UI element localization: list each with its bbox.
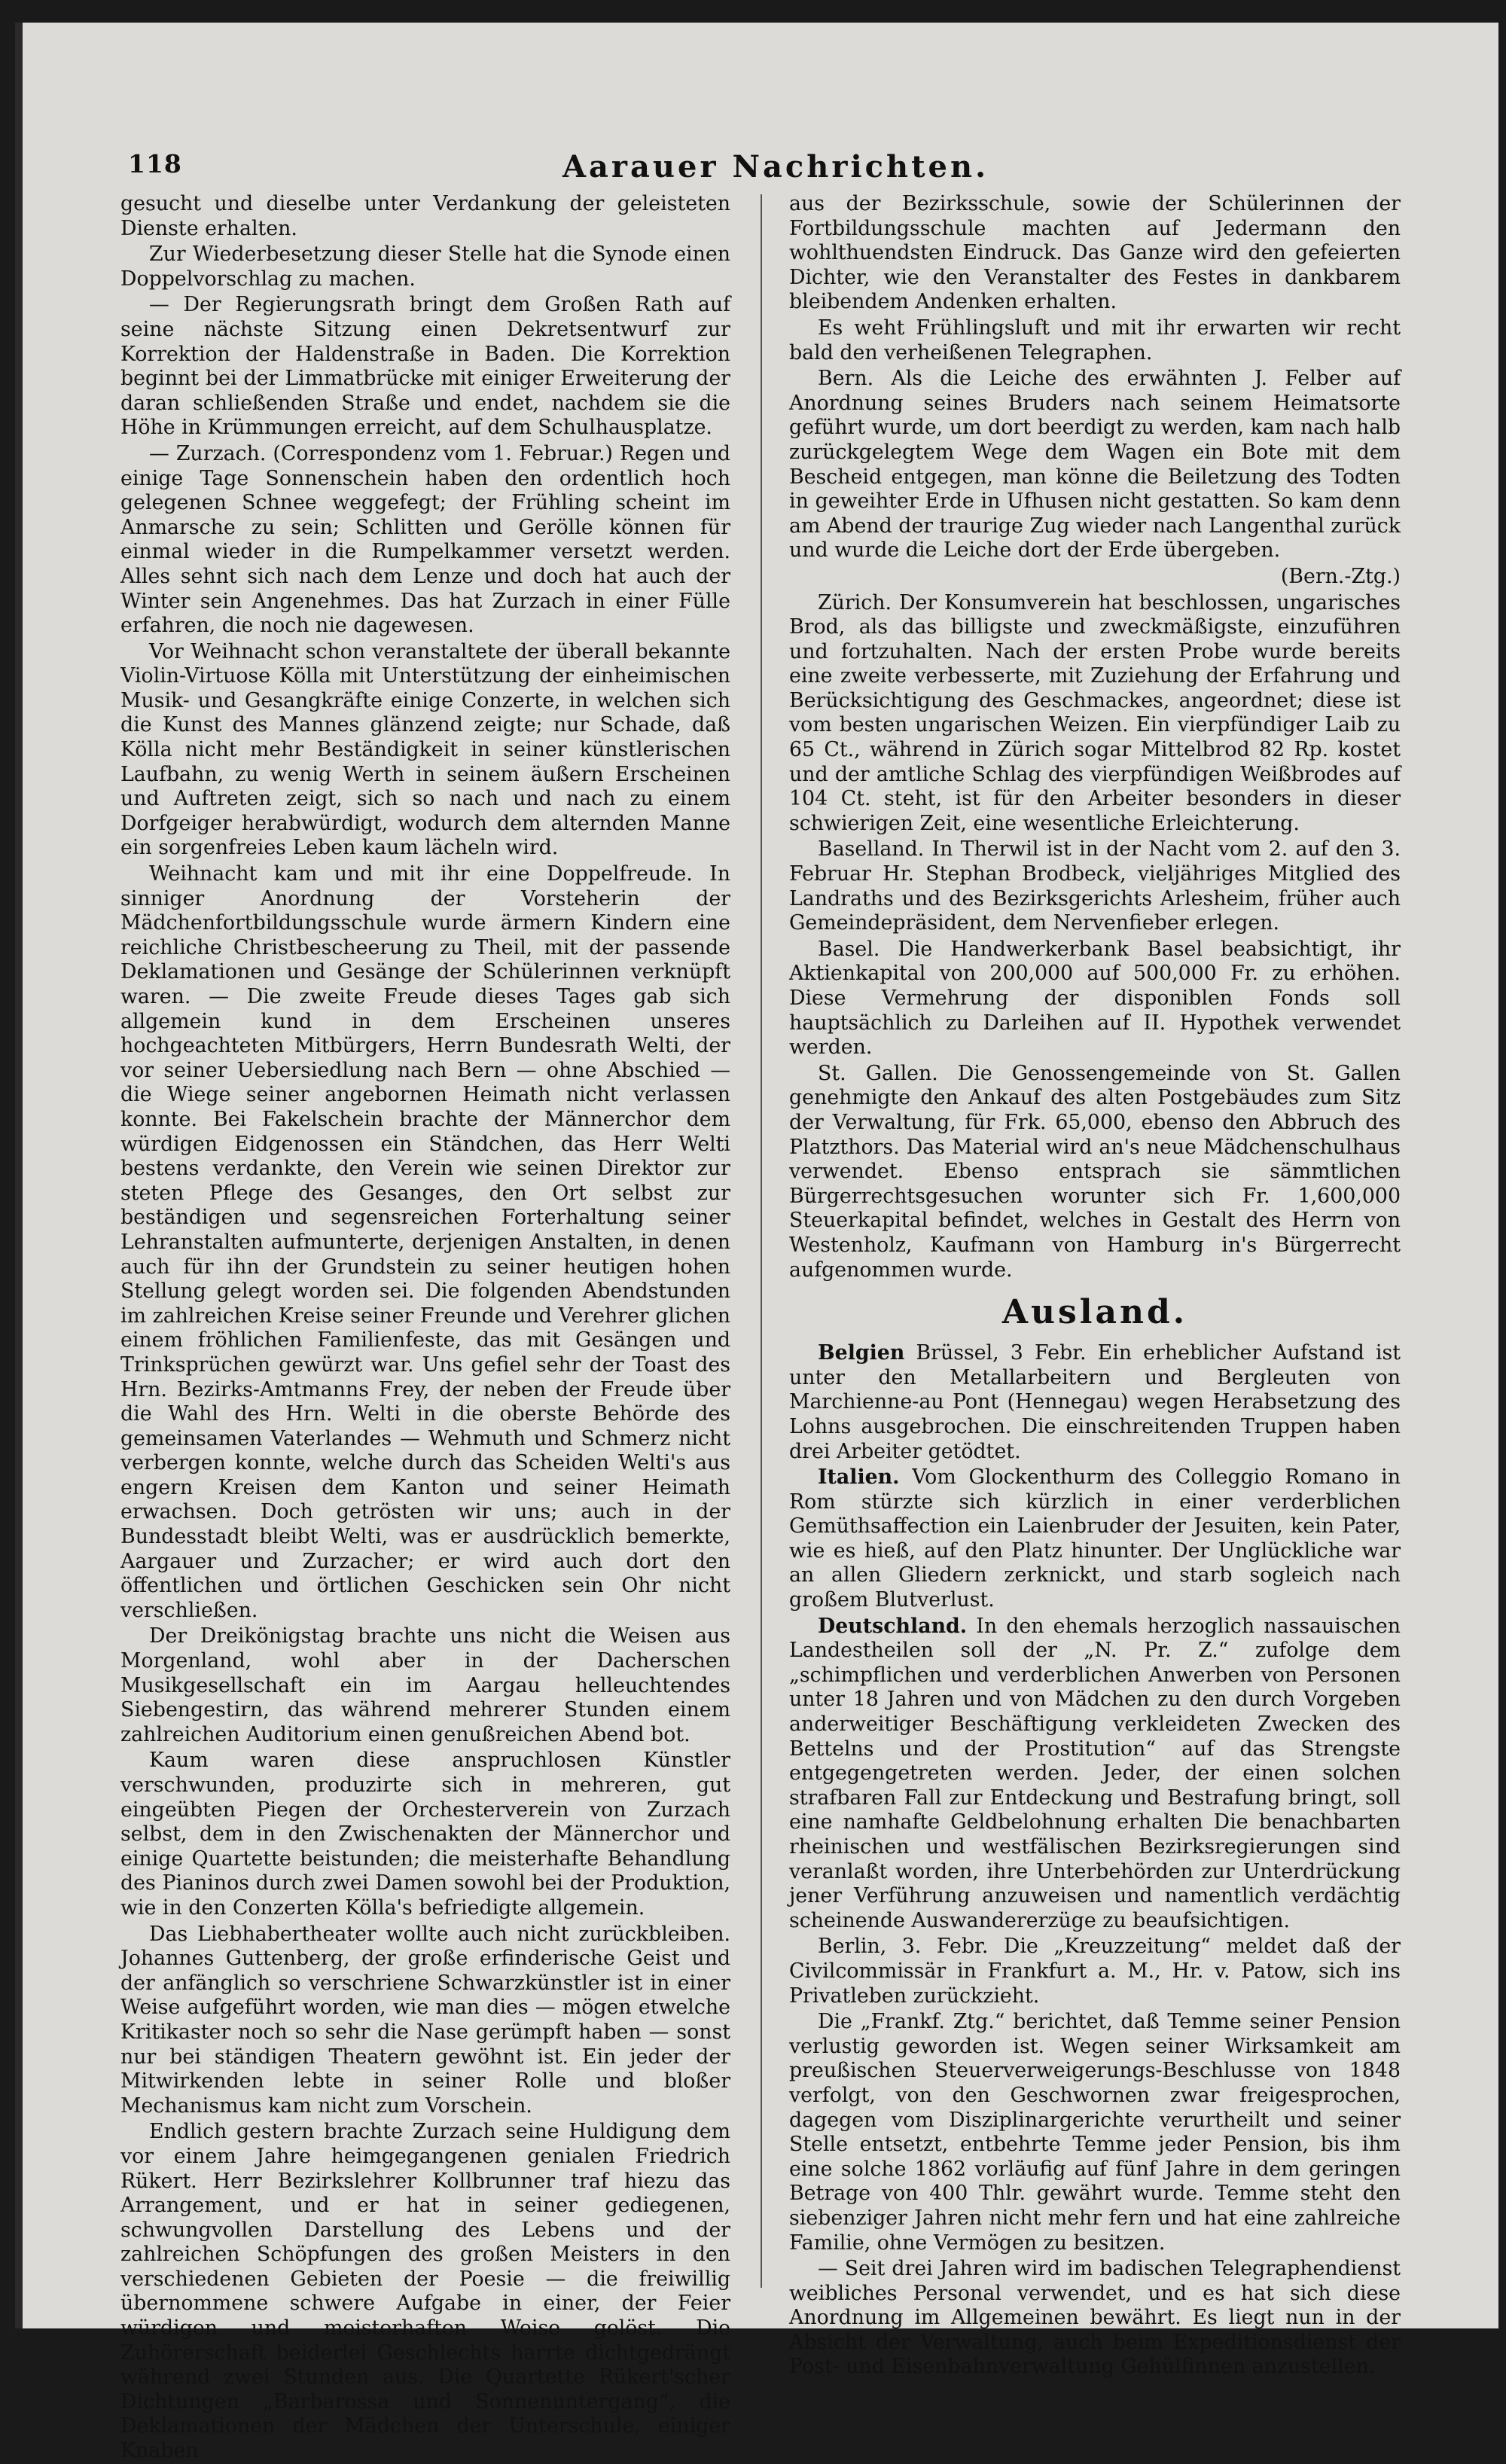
article-paragraph: Endlich gestern brachte Zurzach seine Huldigung dem vor einem Jahre heimgegangenen genialen Friedrich Rükert. Herr Bezirkslehrer Kollbrunner traf hiezu das Arrangement, und er hat in seiner gediegenen, schwungvollen Darstellung des Lebens und der zahlreichen Schöpfungen des großen Meisters in den verschiedenen Gebieten der Poesie — die freiwillig übernommene schwere Aufgabe in einer, der Feier würdigen und meisterhaften Weise gelöst. Die Zuhörerschaft beiderlei Geschlechts harrte dichtgedrängt während zwei Stunden aus. Die Quartette Rükert'scher Dichtungen „Barbarossa und Sonnenuntergang“, die Deklamationen der Mädchen der Unterschule, einiger Knaben bbox=[120, 2120, 730, 2463]
column-divider bbox=[761, 194, 762, 2288]
article-paragraph: Zürich. Der Konsumverein hat beschlossen, ungarisches Brod, als das billigste und zweckmäßigste, einzuführen und fortzuhalten. Nach der ersten Probe wurde bereits eine zweite verbesserte, mit Zuziehung der Erfahrung und Berücksichtigung des Geschmackes, angeordnet; diese ist vom besten ungarischen Weizen. Ein vierpfündiger Laib zu 65 Ct., während in Zürich sogar Mittelbrod 82 Rp. kostet und der amtliche Schlag des vierpfündigen Weißbrodes auf 104 Ct. steht, ist für den Arbeiter besonders in dieser schwierigen Zeit, eine wesentliche Erleichterung. bbox=[789, 590, 1401, 835]
article-paragraph: Basel. Die Handwerkerbank Basel beabsichtigt, ihr Aktienkapital von 200,000 auf 500,000 Fr. zu erhöhen. Diese Vermehrung der disponiblen Fonds soll hauptsächlich zu Darleihen auf II. Hypothek verwendet werden. bbox=[789, 937, 1401, 1060]
news-text: Brüssel, 3 Febr. Ein erheblicher Aufstand ist unter den Metallarbeitern und Bergleuten von Marchienne-au Pont (Hennegau) wegen Herabsetzung des Lohns ausgebrochen. Die einschreitenden Truppen haben drei Arbeiter getödtet. bbox=[789, 1341, 1401, 1463]
article-paragraph: Baselland. In Therwil ist in der Nacht vom 2. auf den 3. Februar Hr. Stephan Brodbeck, vieljähriges Mitglied des Landraths und des Bezirksgerichts Arlesheim, früher auch Gemeindepräsident, dem Nervenfieber erlegen. bbox=[789, 837, 1401, 935]
section-heading-ausland: Ausland. bbox=[1001, 1293, 1188, 1332]
news-text: In den ehemals herzoglich nassauischen Landestheilen soll der „N. Pr. Z.“ zufolge dem „schimpflichen und verderblichen Anwerben von Personen unter 18 Jahren und von Mädchen zu den durch Vorgeben anderweitiger Beschäftigung verkleideten Zwecken des Bettelns und der Prostitution“ auf das Strengste entgegengetreten werden. Jeder, der einen solchen strafbaren Fall zur Entdeckung und Bestrafung bringt, soll eine namhafte Geldbelohnung erhalten Die benachbarten rheinischen und westfälischen Bezirksregierungen sind veranlaßt worden, ihre Unterbehörden zur Unterdrückung jener Verführung anzuweisen und namentlich verdächtig scheinende Auswandererzüge zu beaufsichtigen. bbox=[789, 1614, 1401, 1932]
country-label: Italien. bbox=[818, 1465, 900, 1490]
article-paragraph: Das Liebhabertheater wollte auch nicht zurückbleiben. Johannes Guttenberg, der große erfinderische Geist und der anfänglich so verschriene Schwarzkünstler ist in einer Weise aufgeführt worden, wie man dies — mögen etwelche Kritikaster noch so sehr die Nase gerümpft haben — sonst nur bei ständigen Theatern gewöhnt ist. Ein jeder der Mitwirkenden lebte in seiner Rolle und bloßer Mechanismus kam nicht zum Vorschein. bbox=[120, 1922, 730, 2118]
article-paragraph: Berlin, 3. Febr. Die „Kreuzzeitung“ meldet daß der Civilcommissär in Frankfurt a. M., Hr. v. Patow, sich ins Privatleben zurückzieht. bbox=[789, 1935, 1401, 2008]
article-paragraph: — Zurzach. (Correspondenz vom 1. Februar.) Regen und einige Tage Sonnenschein haben den ordentlich hoch gelegenen Schnee weggefegt; der Frühling scheint im Anmarsche zu sein; Schlitten und Gerölle können für einmal wieder in die Rumpelkammer versetzt werden. Alles sehnt sich nach dem Lenze und doch hat auch der Winter sein Angenehmes. Das hat Zurzach in einer Fülle erfahren, die noch nie dagewesen. bbox=[120, 441, 730, 638]
right-column bbox=[789, 192, 1401, 2379]
news-item-italy bbox=[789, 1465, 1401, 1613]
source-attribution: (Bern.-Ztg.) bbox=[1280, 564, 1401, 588]
article-paragraph: — Seit drei Jahren wird im badischen Telegraphendienst weibliches Personal verwendet, und es hat sich diese Anordnung im Allgemeinen bewährt. Es liegt nun in der Absicht der Verwaltung, auch beim Expeditionsdienst der Post- und Eisenbahnverwaltung Gehülfinnen anzustellen. bbox=[789, 2257, 1401, 2379]
article-paragraph: — Der Regierungsrath bringt dem Großen Rath auf seine nächste Sitzung einen Dekretsentwurf zur Korrektion der Haldenstraße in Baden. Die Korrektion beginnt bei der Limmatbrücke mit einiger Erweiterung der daran schließenden Straße und endet, nachdem sie die Höhe in Krümmungen erreicht, auf dem Schulhausplatze. bbox=[120, 293, 730, 440]
article-paragraph: Weihnacht kam und mit ihr eine Doppelfreude. In sinniger Anordnung der Vorsteherin der Mädchenfortbildungsschule wurde ärmern Kindern eine reichliche Christbescheerung zu Theil, mit der passende Deklamationen und Gesänge der Schülerinnen verknüpft waren. — Die zweite Freude dieses Tages gab sich allgemein kund in dem Erscheinen unseres hochgeachteten Mitbürgers, Herrn Bundesrath Welti, der vor seiner Uebersiedlung nach Bern — ohne Abschied — die Wiege seiner angebornen Heimath nicht verlassen konnte. Bei Fakelschein brachte der Männerchor dem würdigen Eidgenossen ein Ständchen, das Herr Welti bestens verdankte, den Verein wie seinen Direktor zur steten Pflege des Gesanges, den Ort selbst zur beständigen und segensreichen Forterhaltung seiner Lehranstalten aufmunterte, derjenigen Anstalten, in denen auch für ihn der Grundstein zu seiner heutigen hohen Stellung gelegt worden sei. Die folgenden Abendstunden im zahlreichen Kreise seiner Freunde und Verehrer glichen einem fröhlichen Familienfeste, das mit Gesängen und Trinksprüchen gewürzt war. Uns gefiel sehr der Toast des Hrn. Bezirks-Amtmanns Frey, der neben der Freude über die Wahl des Hrn. Welti in die oberste Behörde des gemeinsamen Vaterlandes — Wehmuth und Schmerz nicht verbergen konnte, welche durch das Scheiden Welti's aus engern Kreisen dem Kanton und seiner Heimath erwachsen. Doch getrösten wir uns; auch in der Bundesstadt bleibt Welti, was er ausdrücklich bemerkte, Aargauer und Zurzacher; er wird auch dort den öffentlichen und örtlichen Geschicken sein Ohr nicht verschließen. bbox=[120, 862, 730, 1622]
article-paragraph: Bern. Als die Leiche des erwähnten J. Felber auf Anordnung seines Bruders nach seinem Heimatsorte geführt wurde, um dort beerdigt zu werden, kam nach halb zurückgelegtem Wege dem Wagen ein Bote mit dem Bescheid entgegen, man könne die Beiletzung des Todten in geweihter Erde in Ufhusen nicht gestatten. So kam denn am Abend der traurige Zug wieder nach Langenthal zurück und wurde die Leiche dort der Erde übergeben. bbox=[789, 367, 1401, 563]
left-column bbox=[120, 192, 730, 2463]
article-paragraph: Kaum waren diese anspruchlosen Künstler verschwunden, produzirte sich in mehreren, gut eingeübten Piegen der Orchesterverein von Zurzach selbst, dem in den Zwischenakten der Männerchor und einige Quartette beistunden; die meisterhafte Behandlung des Pianinos durch zwei Damen sowohl bei der Produktion, wie in den Conzerten Kölla's befriedigte allgemein. bbox=[120, 1749, 730, 1920]
article-paragraph: Vor Weihnacht schon veranstaltete der überall bekannte Violin-Virtuose Kölla mit Unterstützung der einheimischen Musik- und Gesangkräfte einige Conzerte, in welchen sich die Kunst des Mannes glänzend zeigte; nur Schade, daß Kölla nicht mehr Beständigkeit in seiner künstlerischen Laufbahn, zu wenig Werth in seinem äußern Erscheinen und Auftreten zeigt, sich so nach und nach zu einem Dorfgeiger herabwürdigt, wodurch dem alternden Manne ein sorgenfreies Leben kaum lächeln wird. bbox=[120, 639, 730, 860]
article-paragraph: Es weht Frühlingsluft und mit ihr erwarten wir recht bald den verheißenen Telegraphen. bbox=[789, 316, 1401, 364]
news-item-germany bbox=[789, 1615, 1401, 1934]
country-label: Deutschland. bbox=[818, 1614, 968, 1638]
news-text: Vom Glockenthurm des Colleggio Romano in Rom stürzte sich kürzlich in einer verderblichen Gemüthsaffection ein Laienbruder der Jesuiten, kein Pater, wie es hieß, auf den Platz hinunter. Der Unglückliche war an allen Gliedern zerknickt, und starb sogleich nach großem Blutverlust. bbox=[789, 1465, 1401, 1612]
page-number: 118 bbox=[128, 149, 182, 178]
article-paragraph: St. Gallen. Die Genossengemeinde von St. Gallen genehmigte den Ankauf des alten Postgebäudes zum Sitz der Verwaltung, für Frk. 65,000, ebenso den Abbruch des Platzthors. Das Material wird an's neue Mädchenschulhaus verwendet. Ebenso entsprach sie sämmtlichen Bürgerrechtsgesuchen worunter sich Fr. 1,600,000 Steuerkapital befindet, welches in Gestalt des Herrn von Westenholz, Kaufmann von Hamburg in's Bürgerrecht aufgenommen wurde. bbox=[789, 1061, 1401, 1282]
article-paragraph: Der Dreikönigstag brachte uns nicht die Weisen aus Morgenland, wohl aber in der Dacherschen Musikgesellschaft ein im Aargau helleuchtendes Siebengestirn, das während mehrerer Stunden einem zahlreichen Auditorium einen genußreichen Abend bot. bbox=[120, 1624, 730, 1746]
article-paragraph: aus der Bezirksschule, sowie der Schülerinnen der Fortbildungsschule machten auf Jedermann den wohlthuendsten Eindruck. Das Ganze wird den gefeierten Dichter, wie den Veranstalter des Festes in dankbarem bleibendem Andenken erhalten. bbox=[789, 192, 1401, 314]
article-paragraph: Die „Frankf. Ztg.“ berichtet, daß Temme seiner Pension verlustig geworden ist. Wegen seiner Wirksamkeit am preußischen Steuerverweigerungs-Beschlusse von 1848 verfolgt, von den Geschwornen zwar freigesprochen, dagegen vom Disziplinargerichte verurtheilt und seiner Stelle entsetzt, entbehrte Temme jeder Pension, bis ihm eine solche 1862 vorläufig auf fünf Jahre in dem geringen Betrage von 400 Thlr. gewährt wurde. Temme steht den siebenziger Jahren nicht mehr fern und hat eine zahlreiche Familie, ohne Vermögen zu besitzen. bbox=[789, 2010, 1401, 2255]
masthead-title: Aarauer Nachrichten. bbox=[562, 149, 989, 184]
news-item-belgium bbox=[789, 1341, 1401, 1464]
article-paragraph: Zur Wiederbesetzung dieser Stelle hat die Synode einen Doppelvorschlag zu machen. bbox=[120, 242, 730, 291]
page-header bbox=[128, 149, 1423, 185]
country-label: Belgien bbox=[818, 1341, 905, 1365]
article-paragraph: gesucht und dieselbe unter Verdankung der geleisteten Dienste erhalten. bbox=[120, 192, 730, 240]
